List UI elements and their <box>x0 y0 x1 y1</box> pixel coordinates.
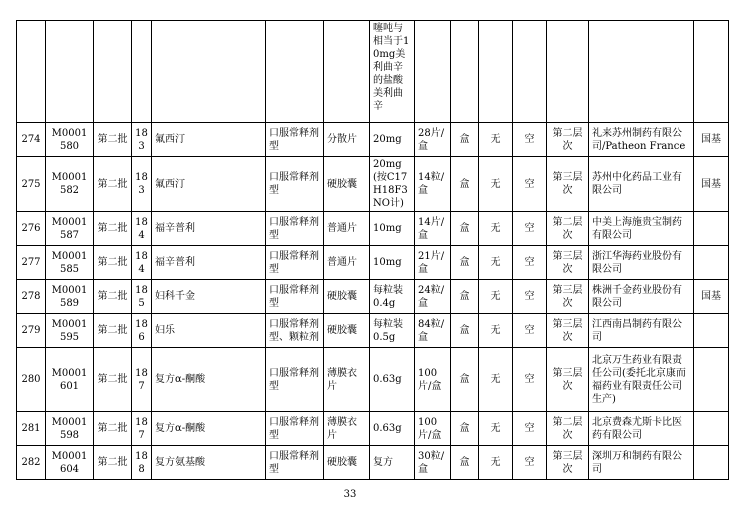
quality-tier-cell: 第三层次 <box>547 348 589 412</box>
drug-code-cell: M0001585 <box>46 246 94 280</box>
column-empty-cell: 空 <box>513 446 547 480</box>
dosage-route-cell: 口服常释剂型 <box>266 446 324 480</box>
generic-name-cell: 妇科千金 <box>152 280 266 314</box>
cell <box>589 21 694 123</box>
batch-cell: 第二批 <box>94 246 132 280</box>
row-number-cell: 277 <box>17 246 46 280</box>
package-cell: 100片/盒 <box>415 412 451 446</box>
group-number-cell: 185 <box>132 280 152 314</box>
batch-cell: 第二批 <box>94 212 132 246</box>
manufacturer-cell: 株洲千金药业股份有限公司 <box>589 280 694 314</box>
generic-name-cell: 复方α-酮酸 <box>152 348 266 412</box>
manufacturer-cell: 深圳万和制药有限公司 <box>589 446 694 480</box>
column-empty-cell: 空 <box>513 123 547 157</box>
unit-cell: 盒 <box>451 280 479 314</box>
table-row <box>17 314 729 348</box>
unit-cell: 盒 <box>451 348 479 412</box>
dosage-form-cell: 硬胶囊 <box>324 446 370 480</box>
column-empty-cell: 空 <box>513 157 547 212</box>
cell <box>17 21 46 123</box>
unit-cell: 盒 <box>451 412 479 446</box>
row-number-cell: 275 <box>17 157 46 212</box>
dosage-form-cell: 硬胶囊 <box>324 314 370 348</box>
package-cell: 30粒/盒 <box>415 446 451 480</box>
table-row <box>17 157 729 212</box>
unit-cell: 盒 <box>451 314 479 348</box>
manufacturer-cell: 苏州中化药品工业有限公司 <box>589 157 694 212</box>
quality-tier-cell: 第三层次 <box>547 157 589 212</box>
drug-code-cell: M0001595 <box>46 314 94 348</box>
cell <box>513 21 547 123</box>
cell <box>324 21 370 123</box>
manufacturer-cell: 浙江华海药业股份有限公司 <box>589 246 694 280</box>
dosage-form-cell: 普通片 <box>324 212 370 246</box>
column-empty-cell: 空 <box>513 348 547 412</box>
group-number-cell: 188 <box>132 446 152 480</box>
batch-cell: 第二批 <box>94 348 132 412</box>
group-number-cell: 187 <box>132 412 152 446</box>
table-row <box>17 212 729 246</box>
column-none-cell: 无 <box>479 348 513 412</box>
package-cell: 21片/盒 <box>415 246 451 280</box>
spec-note-cell: 噻吨与相当于10mg美利曲辛的盐酸美利曲辛 <box>370 21 415 123</box>
continued-row <box>17 21 729 123</box>
cell <box>451 21 479 123</box>
drug-code-cell: M0001587 <box>46 212 94 246</box>
cell <box>152 21 266 123</box>
dosage-form-cell: 分散片 <box>324 123 370 157</box>
specification-cell: 20mg(按C17H18F3NO计) <box>370 157 415 212</box>
cell <box>479 21 513 123</box>
essential-drug-flag-cell <box>694 246 729 280</box>
column-none-cell: 无 <box>479 280 513 314</box>
batch-cell: 第二批 <box>94 314 132 348</box>
drug-code-cell: M0001604 <box>46 446 94 480</box>
dosage-route-cell: 口服常释剂型 <box>266 280 324 314</box>
table-row <box>17 280 729 314</box>
drug-code-cell: M0001582 <box>46 157 94 212</box>
column-empty-cell: 空 <box>513 412 547 446</box>
dosage-route-cell: 口服常释剂型 <box>266 212 324 246</box>
row-number-cell: 276 <box>17 212 46 246</box>
column-none-cell: 无 <box>479 123 513 157</box>
dosage-form-cell: 硬胶囊 <box>324 157 370 212</box>
row-number-cell: 279 <box>17 314 46 348</box>
essential-drug-flag-cell <box>694 348 729 412</box>
unit-cell: 盒 <box>451 446 479 480</box>
quality-tier-cell: 第二层次 <box>547 412 589 446</box>
essential-drug-flag-cell <box>694 412 729 446</box>
column-empty-cell: 空 <box>513 246 547 280</box>
package-cell: 14粒/盒 <box>415 157 451 212</box>
essential-drug-flag-cell <box>694 446 729 480</box>
specification-cell: 10mg <box>370 246 415 280</box>
unit-cell: 盒 <box>451 123 479 157</box>
column-empty-cell: 空 <box>513 314 547 348</box>
row-number-cell: 278 <box>17 280 46 314</box>
cell <box>94 21 132 123</box>
page-number: 33 <box>343 489 357 500</box>
group-number-cell: 183 <box>132 157 152 212</box>
cell <box>547 21 589 123</box>
manufacturer-cell: 北京费森尤斯卡比医药有限公司 <box>589 412 694 446</box>
group-number-cell: 184 <box>132 212 152 246</box>
manufacturer-cell: 江西南昌制药有限公司 <box>589 314 694 348</box>
batch-cell: 第二批 <box>94 157 132 212</box>
quality-tier-cell: 第三层次 <box>547 314 589 348</box>
cell <box>46 21 94 123</box>
dosage-form-cell: 普通片 <box>324 246 370 280</box>
group-number-cell: 187 <box>132 348 152 412</box>
dosage-form-cell: 薄膜衣片 <box>324 348 370 412</box>
manufacturer-cell: 礼来苏州制药有限公司/Patheon France <box>589 123 694 157</box>
table-row <box>17 412 729 446</box>
column-none-cell: 无 <box>479 212 513 246</box>
generic-name-cell: 氟西汀 <box>152 123 266 157</box>
drug-list-table <box>16 20 729 480</box>
specification-cell: 0.63g <box>370 412 415 446</box>
package-cell: 28片/盒 <box>415 123 451 157</box>
row-number-cell: 274 <box>17 123 46 157</box>
column-none-cell: 无 <box>479 446 513 480</box>
batch-cell: 第二批 <box>94 412 132 446</box>
package-cell: 84粒/盒 <box>415 314 451 348</box>
specification-cell: 每粒装0.5g <box>370 314 415 348</box>
quality-tier-cell: 第三层次 <box>547 246 589 280</box>
dosage-route-cell: 口服常释剂型 <box>266 412 324 446</box>
column-none-cell: 无 <box>479 412 513 446</box>
package-cell: 100片/盒 <box>415 348 451 412</box>
quality-tier-cell: 第二层次 <box>547 123 589 157</box>
dosage-route-cell: 口服常释剂型 <box>266 157 324 212</box>
table-row <box>17 246 729 280</box>
essential-drug-flag-cell <box>694 212 729 246</box>
specification-cell: 0.63g <box>370 348 415 412</box>
column-empty-cell: 空 <box>513 212 547 246</box>
manufacturer-cell: 中美上海施贵宝制药有限公司 <box>589 212 694 246</box>
specification-cell: 复方 <box>370 446 415 480</box>
package-cell: 24粒/盒 <box>415 280 451 314</box>
manufacturer-cell: 北京万生药业有限责任公司(委托北京康而福药业有限责任公司生产) <box>589 348 694 412</box>
generic-name-cell: 氟西汀 <box>152 157 266 212</box>
essential-drug-flag-cell: 国基 <box>694 280 729 314</box>
generic-name-cell: 福辛普利 <box>152 212 266 246</box>
table-row <box>17 123 729 157</box>
dosage-form-cell: 硬胶囊 <box>324 280 370 314</box>
dosage-route-cell: 口服常释剂型 <box>266 348 324 412</box>
batch-cell: 第二批 <box>94 123 132 157</box>
drug-code-cell: M0001589 <box>46 280 94 314</box>
drug-code-cell: M0001580 <box>46 123 94 157</box>
unit-cell: 盒 <box>451 212 479 246</box>
group-number-cell: 183 <box>132 123 152 157</box>
table-row <box>17 446 729 480</box>
drug-code-cell: M0001598 <box>46 412 94 446</box>
quality-tier-cell: 第三层次 <box>547 446 589 480</box>
specification-cell: 10mg <box>370 212 415 246</box>
drug-code-cell: M0001601 <box>46 348 94 412</box>
table-row <box>17 348 729 412</box>
group-number-cell: 186 <box>132 314 152 348</box>
quality-tier-cell: 第三层次 <box>547 280 589 314</box>
group-number-cell: 184 <box>132 246 152 280</box>
generic-name-cell: 福辛普利 <box>152 246 266 280</box>
essential-drug-flag-cell: 国基 <box>694 123 729 157</box>
essential-drug-flag-cell: 国基 <box>694 157 729 212</box>
unit-cell: 盒 <box>451 157 479 212</box>
column-none-cell: 无 <box>479 246 513 280</box>
cell <box>415 21 451 123</box>
cell <box>132 21 152 123</box>
column-empty-cell: 空 <box>513 280 547 314</box>
row-number-cell: 282 <box>17 446 46 480</box>
unit-cell: 盒 <box>451 246 479 280</box>
column-none-cell: 无 <box>479 157 513 212</box>
generic-name-cell: 妇乐 <box>152 314 266 348</box>
generic-name-cell: 复方α-酮酸 <box>152 412 266 446</box>
column-none-cell: 无 <box>479 314 513 348</box>
essential-drug-flag-cell <box>694 314 729 348</box>
dosage-route-cell: 口服常释剂型 <box>266 123 324 157</box>
row-number-cell: 280 <box>17 348 46 412</box>
batch-cell: 第二批 <box>94 446 132 480</box>
cell <box>266 21 324 123</box>
quality-tier-cell: 第二层次 <box>547 212 589 246</box>
batch-cell: 第二批 <box>94 280 132 314</box>
dosage-form-cell: 薄膜衣片 <box>324 412 370 446</box>
generic-name-cell: 复方氨基酸 <box>152 446 266 480</box>
dosage-route-cell: 口服常释剂型 <box>266 246 324 280</box>
specification-cell: 每粒装0.4g <box>370 280 415 314</box>
cell <box>694 21 729 123</box>
specification-cell: 20mg <box>370 123 415 157</box>
dosage-route-cell: 口服常释剂型、颗粒剂 <box>266 314 324 348</box>
row-number-cell: 281 <box>17 412 46 446</box>
package-cell: 14片/盒 <box>415 212 451 246</box>
